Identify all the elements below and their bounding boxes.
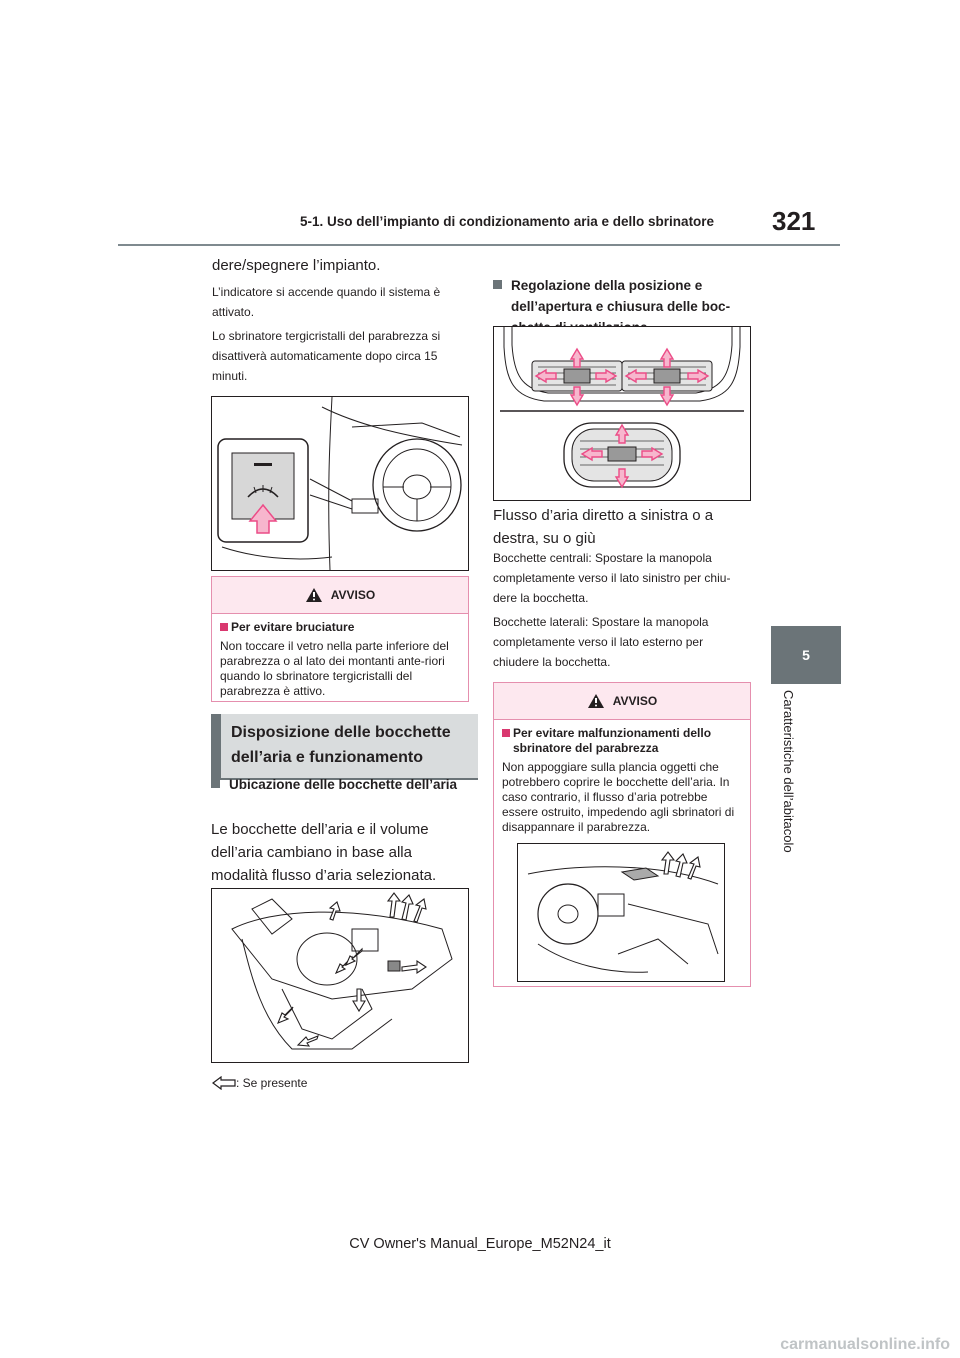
vent-adjust-figure: [493, 326, 751, 501]
warning-defroster: [493, 682, 751, 987]
vent-location-figure: [211, 888, 469, 1063]
paragraph-auto-off: Lo sbrinatore tergicristalli del parabrezza si disattiverà automaticamente dopo circa 15 minuti.: [212, 329, 441, 383]
warning-text: Non toccare il vetro nella parte inferiore del parabrezza o al lato dei montanti ante-riori quando lo sbrinatore tergicristalli del parabrezza è attivo.: [220, 639, 449, 698]
header-divider: [118, 244, 840, 246]
section-heading: Disposizione delle bocchette dell’aria e funzionamento: [211, 714, 478, 780]
warning-burns: [211, 576, 469, 702]
warning-subheading: Per evitare bruciature: [220, 620, 460, 635]
chapter-label: [781, 690, 816, 865]
chapter-tab: 5: [771, 626, 841, 684]
paragraph-indicator: L’indicatore si accende quando il sistema è attivato.: [212, 285, 441, 319]
footer-text: CV Owner's Manual_Europe_M52N24_it: [349, 1236, 611, 1252]
warning-title: AVVISO: [612, 694, 658, 708]
figure-caption: Flusso d’aria diretto a sinistra o a destra, su o giù: [493, 507, 714, 547]
paragraph-vents: Le bocchette dell’aria e il volume dell’aria cambiano in base alla modalità flusso d’aria selezionata.: [211, 821, 437, 884]
subheading-vent-adjust: Regolazione della posizione e dell’apertura e chiusura delle boc-: [493, 275, 767, 338]
warning-subheading: Per evitare malfunzionamenti dello sbrinatore del parabrezza: [502, 726, 742, 756]
subheading-vent-location: Ubicazione delle bocchette dell’aria: [211, 774, 469, 795]
legend: [212, 1076, 307, 1090]
watermark: carmanualsonline.info: [780, 1336, 950, 1353]
section-title: 5-1. Uso dell’impianto di condizionamento aria e dello sbrinatore: [300, 214, 715, 229]
page-number: 321: [772, 206, 816, 236]
warning-triangle-icon: [587, 693, 605, 709]
dashboard-object-figure: [517, 843, 725, 982]
intro-line: dere/spegnere l’impianto.: [212, 257, 381, 274]
warning-header: [212, 577, 468, 614]
warning-text: Non appoggiare sulla plancia oggetti che potrebbero coprire le bocchette dell’aria. In caso contrario, il flusso d’aria potrebbe essere ostruito, impedendo agli sbrinatori di disappannare il parabrezza.: [502, 760, 735, 834]
warning-title: AVVISO: [330, 588, 376, 602]
optional-arrow-icon: [212, 1076, 236, 1090]
warning-header: [494, 683, 750, 720]
legend-text: : Se presente: [236, 1076, 308, 1090]
paragraph-center-vents: Bocchette centrali: Spostare la manopola completamente verso il lato sinistro per chiu-dere la bocchetta.: [493, 551, 731, 605]
defogger-switch-figure: [211, 396, 469, 571]
chapter-label-text: Caratteristiche dell’abitacolo: [781, 690, 796, 853]
warning-triangle-icon: [305, 587, 323, 603]
paragraph-side-vents: Bocchette laterali: Spostare la manopola completamente verso il lato esterno per chiudere la bocchetta.: [493, 615, 709, 669]
